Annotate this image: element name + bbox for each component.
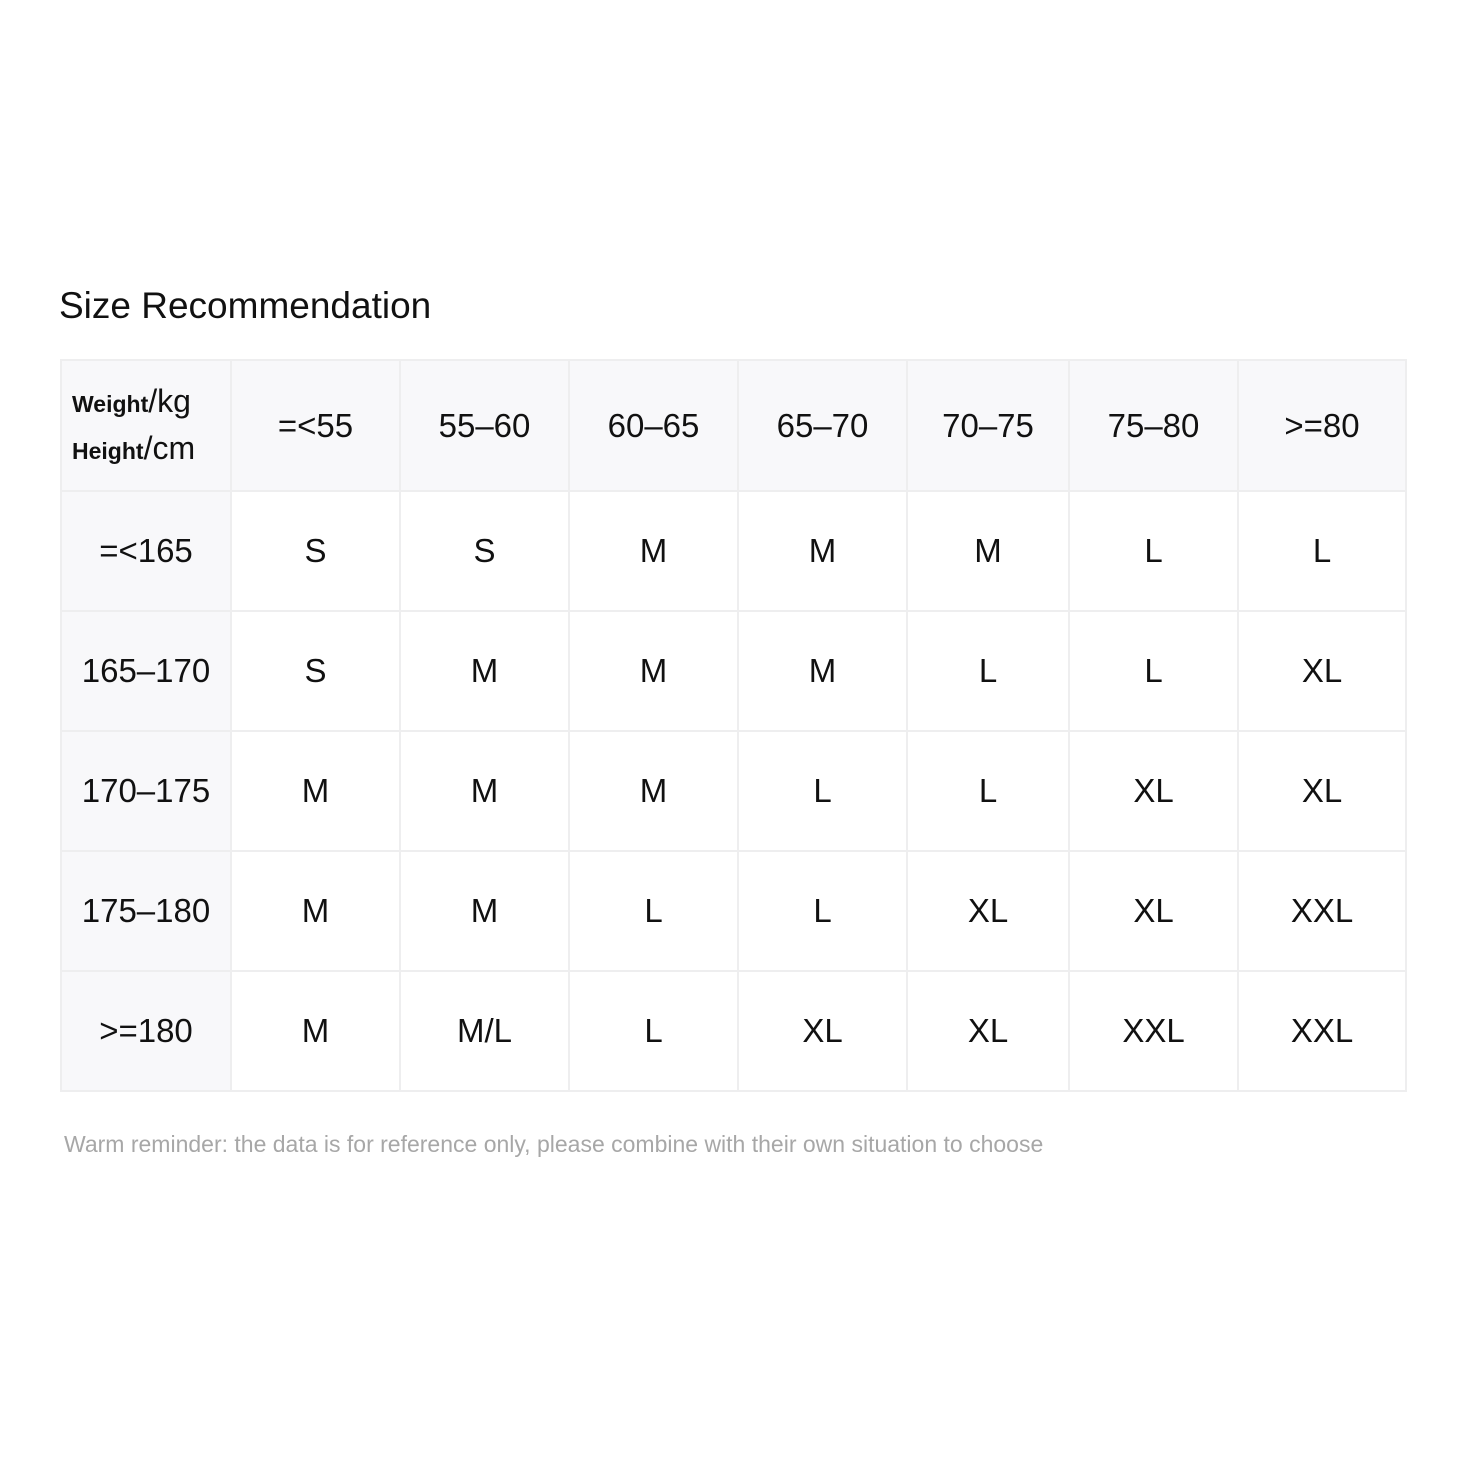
weight-column-header: 60–65 (569, 360, 738, 491)
height-row-header: 165–170 (61, 611, 231, 731)
size-cell: L (1069, 611, 1238, 731)
size-cell: M (400, 731, 569, 851)
table-row (61, 611, 1406, 731)
height-row-header: =<165 (61, 491, 231, 611)
size-cell: XL (1238, 611, 1406, 731)
size-cell: XL (1069, 731, 1238, 851)
size-chart-table (60, 359, 1407, 1092)
weight-column-header: >=80 (1238, 360, 1406, 491)
size-cell: M (569, 491, 738, 611)
size-cell: XL (907, 971, 1069, 1091)
corner-header-cell (61, 360, 231, 491)
weight-column-header: 65–70 (738, 360, 907, 491)
size-cell: L (907, 611, 1069, 731)
table-row (61, 731, 1406, 851)
size-cell: S (231, 491, 400, 611)
size-cell: M (907, 491, 1069, 611)
size-cell: XL (907, 851, 1069, 971)
size-cell: L (1069, 491, 1238, 611)
size-cell: M (738, 491, 907, 611)
size-cell: L (569, 971, 738, 1091)
size-cell: M (231, 851, 400, 971)
size-cell: S (400, 491, 569, 611)
size-cell: XXL (1069, 971, 1238, 1091)
size-cell: L (1238, 491, 1406, 611)
page-title: Size Recommendation (59, 285, 432, 326)
size-cell: M (569, 611, 738, 731)
size-cell: M (400, 611, 569, 731)
size-cell: S (231, 611, 400, 731)
header-row (61, 360, 1406, 491)
weight-axis-label: Weight/kg (72, 382, 191, 419)
size-cell: M (569, 731, 738, 851)
size-cell: M (231, 971, 400, 1091)
size-cell: XL (1069, 851, 1238, 971)
size-cell: XXL (1238, 971, 1406, 1091)
size-cell: XL (738, 971, 907, 1091)
height-row-header: 175–180 (61, 851, 231, 971)
size-cell: M (231, 731, 400, 851)
size-cell: L (738, 731, 907, 851)
height-row-header: 170–175 (61, 731, 231, 851)
table-row (61, 971, 1406, 1091)
weight-column-header: 55–60 (400, 360, 569, 491)
size-cell: M (400, 851, 569, 971)
size-cell: M/L (400, 971, 569, 1091)
table-row (61, 851, 1406, 971)
weight-column-header: 75–80 (1069, 360, 1238, 491)
height-row-header: >=180 (61, 971, 231, 1091)
size-cell: XL (1238, 731, 1406, 851)
height-axis-label: Height/cm (72, 429, 196, 466)
size-cell: XXL (1238, 851, 1406, 971)
table-row (61, 491, 1406, 611)
weight-column-header: =<55 (231, 360, 400, 491)
size-cell: L (907, 731, 1069, 851)
size-cell: M (738, 611, 907, 731)
weight-column-header: 70–75 (907, 360, 1069, 491)
size-cell: L (569, 851, 738, 971)
size-cell: L (738, 851, 907, 971)
reminder-note: Warm reminder: the data is for reference only, please combine with their own situation to choose (64, 1131, 1044, 1157)
